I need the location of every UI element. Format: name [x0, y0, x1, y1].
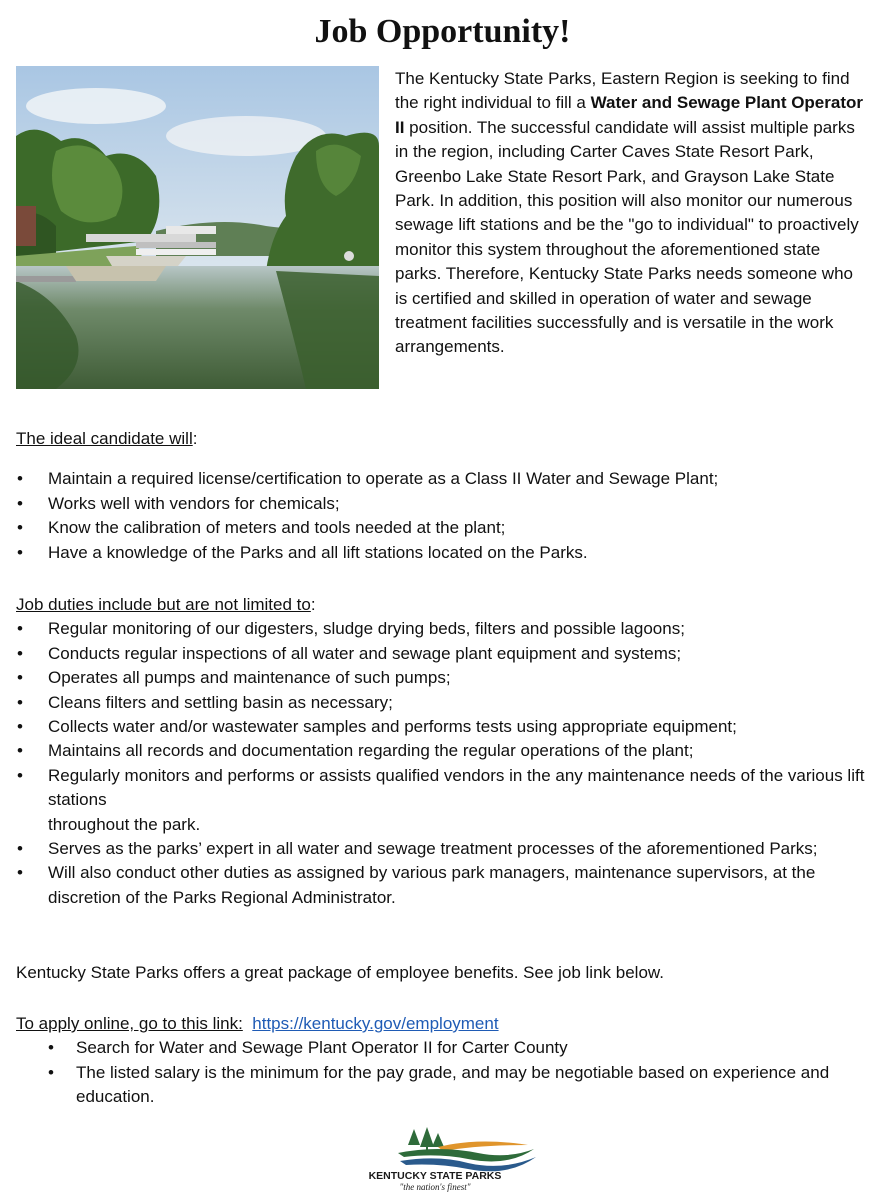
ideal-candidate-list: [16, 467, 871, 565]
bullet-icon: •: [17, 839, 23, 859]
list-item: • Conducts regular inspections of all water and sewage plant equipment and systems;: [16, 642, 871, 666]
list-item: • Will also conduct other duties as assigned by various park managers, maintenance supervisors, at the discretion of the Parks Regional Administrator.: [17, 863, 816, 907]
ideal-candidate-section: [16, 427, 871, 565]
bullet-icon: •: [17, 518, 23, 538]
position-title: Water and Sewage Plant Operator II: [395, 93, 863, 137]
list-item: • Maintain a required license/certification to operate as a Class II Water and Sewage Plant;: [16, 467, 871, 491]
ideal-candidate-heading-line: The ideal candidate will:: [16, 429, 198, 448]
bullet-icon: •: [17, 741, 23, 761]
intro-paragraph: [395, 67, 865, 360]
bullet-icon: •: [17, 692, 23, 712]
list-item: • Regular monitoring of our digesters, sludge drying beds, filters and possible lagoons;: [16, 617, 871, 641]
kentucky-state-parks-logo: [328, 1127, 542, 1193]
job-duties-section: [16, 593, 871, 910]
bullet-icon: •: [17, 469, 23, 489]
intro-text-1: The Kentucky State Parks, Eastern Region is seeking to find the right individual to fill a: [395, 69, 850, 113]
intro-text-2: position. The successful candidate will assist multiple parks in the region, including Carter Caves State Resort Park, Greenbo Lake State Resort Park, and Grayson Lake State Park. In addition, this position will also monitor our numerous sewage lift stations and be the "go to individual" to proactively monitor this system throughout the aforementioned state parks. Therefore, Kentucky State Parks needs someone who is certified and skilled in operation of water and sewage treatment facilities successfully and is versatile in the work arrangements.: [395, 117, 859, 357]
lake-photo: [16, 66, 379, 389]
list-item: • The listed salary is the minimum for the pay grade, and may be negotiable based on experience and education.: [48, 1062, 830, 1107]
bullet-icon: •: [48, 1038, 54, 1058]
apply-line: [16, 1012, 871, 1036]
apply-label: To apply online, go to this link:: [16, 1014, 243, 1033]
benefits-text: Kentucky State Parks offers a great package of employee benefits. See job link below.: [16, 963, 664, 982]
logo-name: KENTUCKY STATE PARKS: [368, 1170, 502, 1182]
job-duties-heading: Job duties include but are not limited to: [16, 595, 311, 614]
apply-section: [16, 1012, 871, 1110]
list-item-continuation: throughout the park.: [48, 814, 201, 834]
bullet-icon: •: [17, 863, 23, 883]
page-title: Job Opportunity!: [314, 13, 571, 50]
list-item: • Have a knowledge of the Parks and all lift stations located on the Parks.: [16, 541, 871, 565]
bullet-icon: •: [17, 542, 23, 562]
list-item: • Cleans filters and settling basin as necessary;: [16, 691, 871, 715]
list-item: • Maintains all records and documentation regarding the regular operations of the plant;: [16, 739, 871, 763]
job-duties-list: [16, 617, 871, 910]
bullet-icon: •: [48, 1062, 54, 1082]
logo-tagline: "the nation's finest": [399, 1182, 471, 1192]
employment-link[interactable]: https://kentucky.gov/employment: [252, 1014, 499, 1033]
bullet-icon: •: [17, 493, 23, 513]
ideal-candidate-heading: The ideal candidate will: [16, 429, 193, 448]
list-item: • Search for Water and Sewage Plant Operator II for Carter County: [16, 1036, 871, 1060]
list-item: • Regularly monitors and performs or assists qualified vendors in the any maintenance needs of the various lift stations throughout the park.: [17, 765, 865, 834]
list-item: • Collects water and/or wastewater samples and performs tests using appropriate equipment;: [16, 715, 871, 739]
bullet-icon: •: [17, 643, 23, 663]
bullet-icon: •: [17, 619, 23, 639]
list-item: • Serves as the parks’ expert in all water and sewage treatment processes of the aforementioned Parks;: [16, 837, 871, 861]
bullet-icon: •: [17, 765, 23, 785]
apply-list: [16, 1036, 871, 1109]
job-duties-heading-line: Job duties include but are not limited to:: [16, 595, 316, 614]
list-item: • Operates all pumps and maintenance of such pumps;: [16, 666, 871, 690]
bullet-icon: •: [17, 717, 23, 737]
list-item: • Know the calibration of meters and tools needed at the plant;: [16, 516, 871, 540]
bullet-icon: •: [17, 668, 23, 688]
list-item: • Works well with vendors for chemicals;: [16, 492, 871, 516]
